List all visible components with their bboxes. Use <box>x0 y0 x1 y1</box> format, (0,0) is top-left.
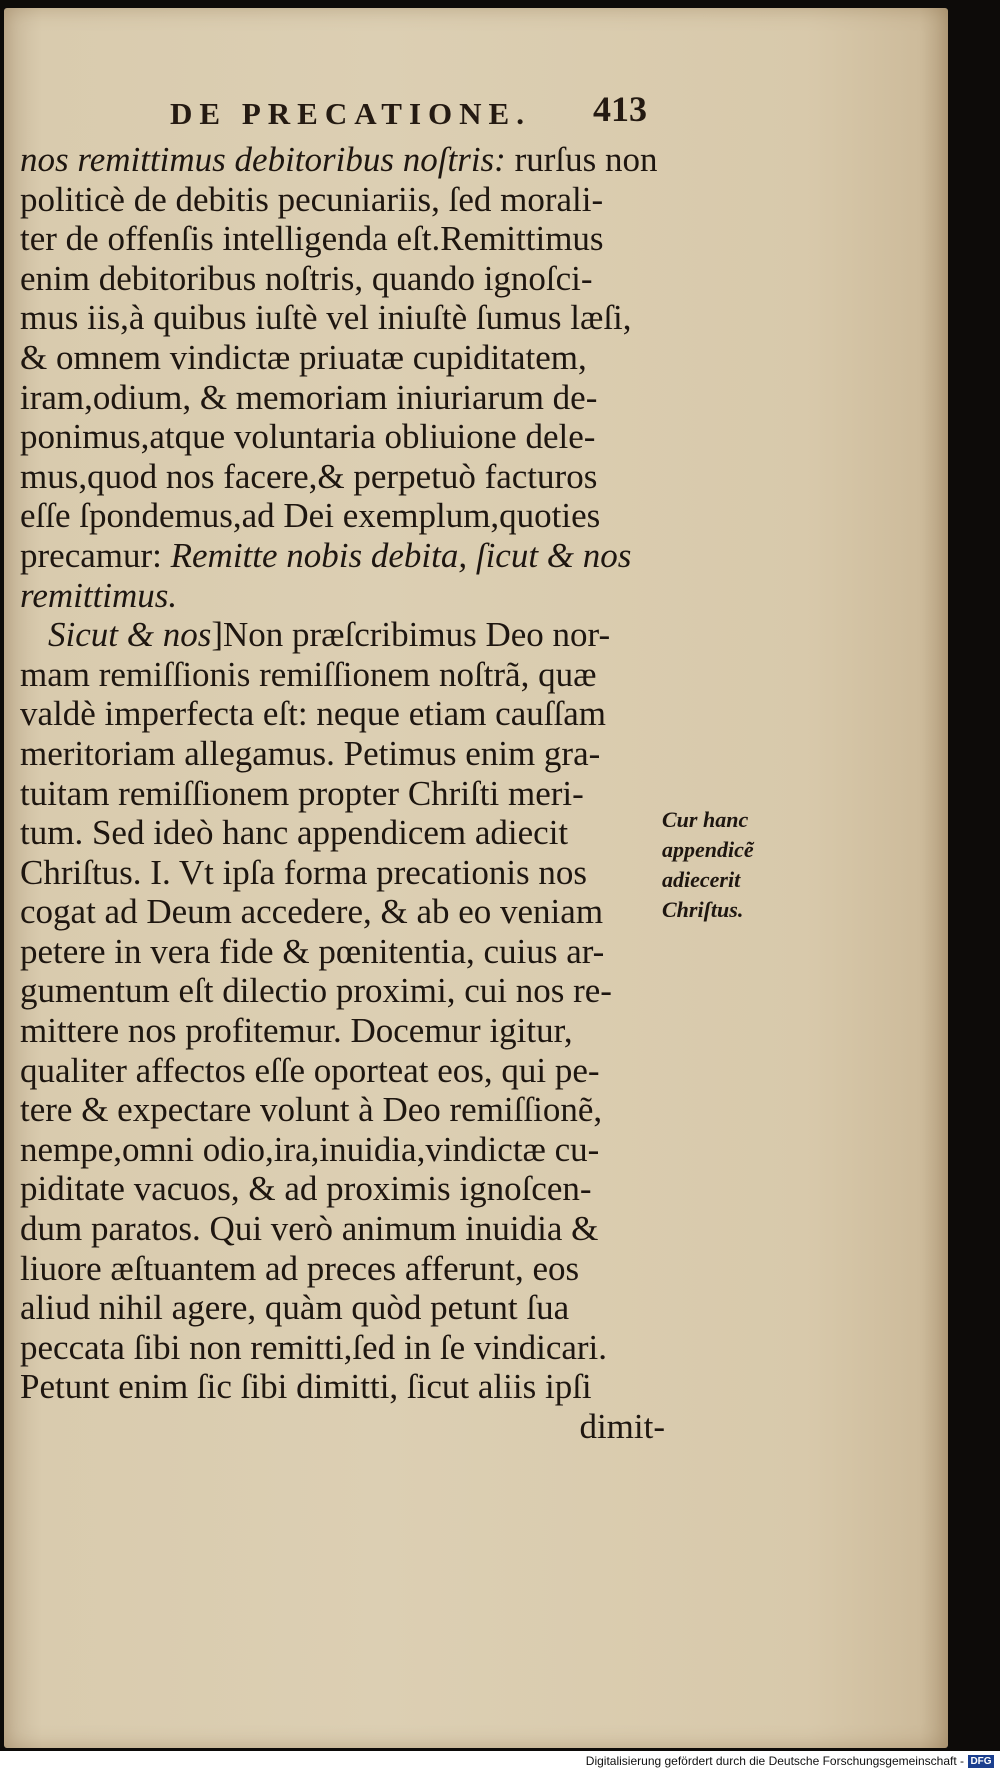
text-line <box>20 259 665 299</box>
marginal-note-line: Cur hanc <box>662 807 749 832</box>
italic-run: Remitte nobis debita, ſicut & nos <box>170 535 632 575</box>
text-line <box>20 1011 665 1051</box>
text-line <box>20 853 665 893</box>
text-line <box>20 892 665 932</box>
text-line <box>20 219 665 259</box>
dfg-logo-icon: DFG <box>968 1755 994 1768</box>
text-run: petere in vera fide & pœnitentia, cuius ar- <box>20 931 605 971</box>
text-run: rurſus non <box>505 140 658 179</box>
text-run: mus iis,à quibus iuſtè vel iniuſtè ſumus læſi, <box>20 298 632 338</box>
footer-credit: Digitalisierung gefördert durch die Deutsche Forschungsgemeinschaft - <box>585 1754 964 1768</box>
text-line <box>20 694 665 734</box>
text-run: ]Non præſcribimus Deo nor- <box>211 615 611 655</box>
text-run: nempe,omni odio,ira,inuidia,vindictæ cu- <box>20 1129 600 1169</box>
text-run: gumentum eſt dilectio proximi, cui nos re- <box>20 971 612 1011</box>
text-line <box>20 417 665 457</box>
text-line <box>20 298 665 338</box>
text-run: Petunt enim ſic ſibi dimitti, ſicut aliis ipſi <box>20 1367 592 1407</box>
text-run: dimit- <box>579 1407 665 1446</box>
text-run: meritoriam allegamus. Petimus enim gra- <box>20 733 601 773</box>
text-line <box>20 971 665 1011</box>
text-run: mittere nos profitemur. Docemur igitur, <box>20 1011 573 1051</box>
running-head: DE PRECATIONE. <box>170 96 531 131</box>
italic-run: remittimus. <box>20 575 178 615</box>
text-line <box>20 932 665 972</box>
text-line <box>20 1249 665 1289</box>
text-line <box>20 496 665 536</box>
text-line <box>20 576 665 616</box>
text-run: peccata ſibi non remitti,ſed in ſe vindicari. <box>20 1327 608 1367</box>
marginal-note-line: appendicẽ <box>662 837 754 862</box>
text-line <box>20 1169 665 1209</box>
text-run: ter de offenſis intelligenda eſt.Remittimus <box>20 219 604 259</box>
text-run: valdè imperfecta eſt: neque etiam cauſſam <box>20 694 606 734</box>
text-run: tum. Sed ideò hanc appendicem adiecit <box>20 813 569 853</box>
text-run: Chriſtus. I. Vt ipſa forma precationis nos <box>20 852 588 892</box>
text-line <box>20 1407 665 1447</box>
text-run: tere & expectare volunt à Deo remiſſionẽ, <box>20 1090 603 1130</box>
text-line <box>20 1051 665 1091</box>
text-run: mus,quod nos facere,& perpetuò facturos <box>20 456 598 496</box>
text-line <box>20 655 665 695</box>
text-line <box>20 457 665 497</box>
text-line <box>20 615 665 655</box>
text-run: iram,odium, & memoriam iniuriarum de- <box>20 377 598 417</box>
text-run: precamur: <box>20 535 171 575</box>
text-run: enim debitoribus noſtris, quando ignoſci- <box>20 258 593 298</box>
text-run: eſſe ſpondemus,ad Dei exemplum,quoties <box>20 496 601 536</box>
digitization-footer <box>0 1751 1000 1773</box>
text-run: cogat ad Deum accedere, & ab eo veniam <box>20 892 604 932</box>
text-line <box>20 734 665 774</box>
text-line <box>20 1130 665 1170</box>
text-line <box>20 774 665 814</box>
text-run: politicè de debitis pecuniariis, ſed morali- <box>20 179 604 219</box>
marginal-note-line: Chriſtus. <box>662 897 744 922</box>
text-run: ponimus,atque voluntaria obliuione dele- <box>20 417 596 457</box>
text-run: aliud nihil agere, quàm quòd petunt ſua <box>20 1288 570 1328</box>
text-line <box>20 1328 665 1368</box>
text-run: qualiter affectos eſſe oporteat eos, qui pe- <box>20 1050 600 1090</box>
marginal-note <box>662 805 754 925</box>
marginal-note-line: adiecerit <box>662 867 741 892</box>
italic-run: nos remittimus debitoribus noſtris: <box>20 140 506 179</box>
text-line <box>20 1367 665 1407</box>
page-number: 413 <box>593 89 647 129</box>
text-run: liuore æſtuantem ad preces afferunt, eos <box>20 1248 580 1288</box>
text-line <box>20 180 665 220</box>
text-line <box>20 813 665 853</box>
text-run: & omnem vindictæ priuatæ cupiditatem, <box>20 337 587 377</box>
text-line <box>20 1090 665 1130</box>
text-line <box>20 1288 665 1328</box>
text-line <box>20 1209 665 1249</box>
text-run: piditate vacuos, & ad proximis ignoſcen- <box>20 1169 592 1209</box>
text-line <box>20 378 665 418</box>
italic-run: Sicut & nos <box>48 615 212 655</box>
text-run: mam remiſſionis remiſſionem noſtrã, quæ <box>20 654 597 694</box>
text-run: dum paratos. Qui verò animum inuidia & <box>20 1209 599 1249</box>
main-text-block <box>20 140 665 1447</box>
text-line <box>20 140 665 180</box>
text-line <box>20 536 665 576</box>
text-run: tuitam remiſſionem propter Chriſti meri- <box>20 773 584 813</box>
text-line <box>20 338 665 378</box>
